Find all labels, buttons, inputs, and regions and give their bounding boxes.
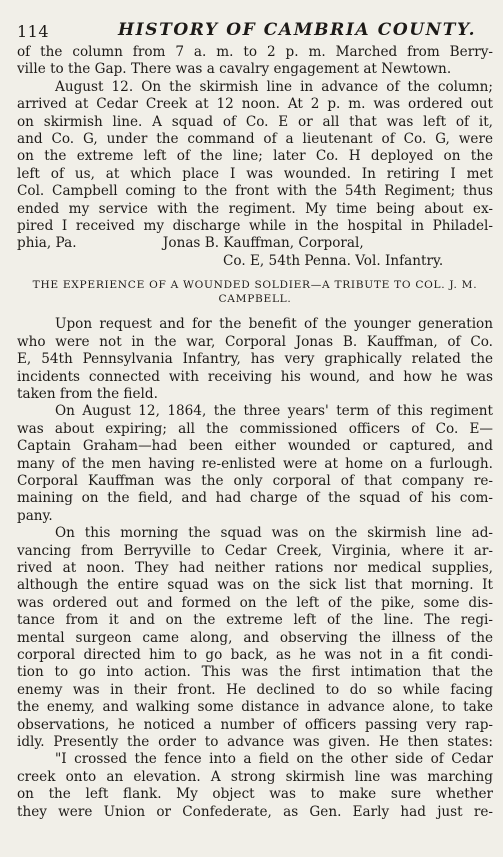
text-line: rived at noon. They had neither rations nor medical supplies, bbox=[17, 559, 493, 576]
running-head: HISTORY OF CAMBRIA COUNTY. bbox=[118, 20, 477, 40]
text-line: enemy was in their front. He declined to do so while facing bbox=[17, 681, 493, 698]
text-line: creek onto an elevation. A strong skirmish line was marching bbox=[17, 768, 493, 785]
text-line: they were Union or Confederate, as Gen. Early had just re- bbox=[17, 803, 493, 820]
section-title-cont: CAMPBELL. bbox=[218, 293, 292, 306]
text-line: pired I received my discharge while in the hospital in Philadel- bbox=[17, 218, 493, 235]
text-line: left of us, at which place I was wounded. In retiring I met bbox=[17, 165, 493, 182]
text-line: Captain Graham—had been either wounded or captured, and bbox=[17, 438, 493, 455]
text-line: the enemy, and walking some distance in advance alone, to take bbox=[17, 699, 493, 716]
text-line: On August 12, 1864, the three years' term of this regiment bbox=[55, 403, 493, 420]
text-line: corporal directed him to go back, as he was not in a fit condi- bbox=[17, 647, 493, 663]
text-line: many of the men having re-enlisted were at home on a furlough. bbox=[17, 455, 493, 472]
section-title: THE EXPERIENCE OF A WOUNDED SOLDIER—A TRIBUTE TO COL. J. M. bbox=[32, 279, 478, 292]
text-line: mental surgeon came along, and observing the illness of the bbox=[17, 629, 493, 646]
page-number: 114 bbox=[17, 22, 50, 41]
text-line: On this morning the squad was on the skirmish line ad- bbox=[55, 525, 493, 542]
text-line: observations, he noticed a number of officers passing very rap- bbox=[17, 716, 493, 733]
text-line: was ordered out and formed on the left of the pike, some dis- bbox=[17, 594, 493, 611]
text-line: "I crossed the fence into a field on the other side of Cedar bbox=[55, 751, 493, 768]
signature-unit: Co. E, 54th Penna. Vol. Infantry. bbox=[223, 252, 444, 269]
text-line: was about expiring; all the commissioned officers of Co. E— bbox=[17, 420, 493, 437]
text-line: ville to the Gap. There was a cavalry engagement at Newtown. bbox=[17, 61, 452, 78]
text-line: maining on the field, and had charge of the squad of his com- bbox=[17, 490, 493, 507]
text-line: who were not in the war, Corporal Jonas B. Kauffman, of Co. bbox=[17, 333, 493, 350]
text-line: tance from it and on the extreme left of the line. The regi- bbox=[17, 612, 493, 629]
page-header bbox=[0, 10, 503, 40]
text-line: on the left flank. My object was to make sure whether bbox=[17, 786, 493, 803]
text-line: ended my service with the regiment. My time being about ex- bbox=[17, 200, 493, 217]
text-line: pany. bbox=[17, 507, 53, 524]
text-line: E, 54th Pennsylvania Infantry, has very graphically related the bbox=[17, 351, 493, 368]
text-line: on the extreme left of the line; later Co. H deployed on the bbox=[17, 148, 493, 165]
text-line: taken from the field. bbox=[17, 385, 158, 402]
text-line: vancing from Berryville to Cedar Creek, Virginia, where it ar- bbox=[17, 542, 493, 559]
text-line: August 12. On the skirmish line in advance of the column; bbox=[55, 78, 493, 95]
text-line: idly. Presently the order to advance was given. He then states: bbox=[17, 734, 493, 751]
signature-line: phia, Pa. Jonas B. Kauffman, Corporal, bbox=[17, 235, 364, 252]
text-line: and Co. G, under the command of a lieutenant of Co. G, were bbox=[17, 131, 493, 148]
text-line: on skirmish line. A squad of Co. E or all that was left of it, bbox=[17, 113, 493, 130]
text-line: Upon request and for the benefit of the younger generation bbox=[55, 316, 493, 333]
text-line: Corporal Kauffman was the only corporal of that company re- bbox=[17, 472, 493, 489]
page-body bbox=[17, 44, 493, 821]
text-line: tion to go into action. This was the first intimation that the bbox=[17, 664, 493, 681]
text-line: Col. Campbell coming to the front with the 54th Regiment; thus bbox=[17, 183, 493, 200]
text-line: of the column from 7 a. m. to 2 p. m. Marched from Berry- bbox=[17, 44, 493, 60]
text-line: although the entire squad was on the sick list that morning. It bbox=[17, 577, 493, 594]
text-line: arrived at Cedar Creek at 12 noon. At 2 p. m. was ordered out bbox=[17, 96, 493, 113]
text-line: incidents connected with receiving his wound, and how he was bbox=[17, 368, 493, 385]
